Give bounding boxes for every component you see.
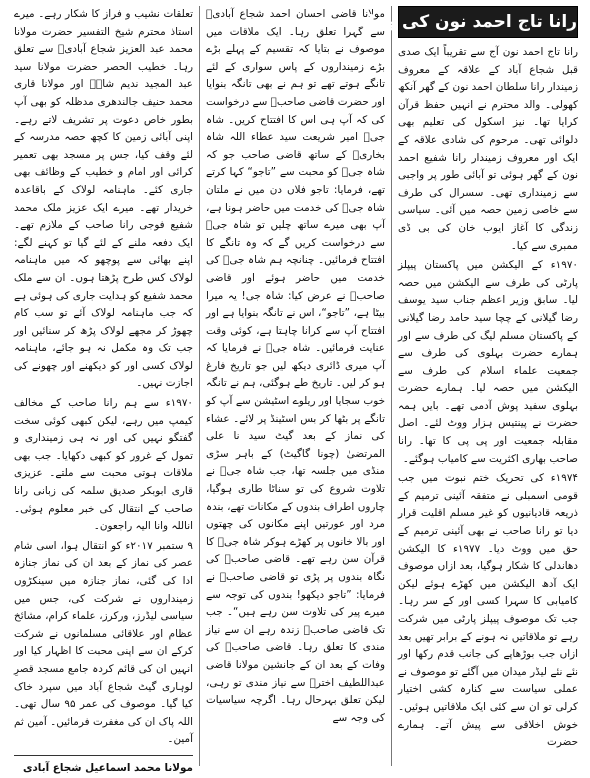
- article-paragraph: ۹ ستمبر ۲۰۱۷ء کو انتقال ہوا، اسی شام عصر کی نماز کے بعد ان کی نماز جنازہ ادا کی گئی، نماز جنازہ میں سینکڑوں زمینداروں نے شرکت کی، جس میں سیاسی لیڈرز، ورکرز، علماء کرام، مشائخ عظام اور علاقائی مسلمانوں نے شرکت کرکے ان سے اپنی محبت کا اظہار کیا اور انہیں ان کی قائم کردہ جامع مسجد قصرِ لوہاری گیٹ شجاع آباد میں سپرد خاک کیا گیا۔ موصوف کی عمر ۹۵ سال تھی۔ اللہ پاک ان کی مغفرت فرمائیں۔ آمین ثم آمین۔: [14, 539, 194, 746]
- article-paragraph: ۱۹۷۰ء کے الیکشن میں پاکستان پیپلز پارٹی کی طرف سے الیکشن میں حصہ لیا۔ سابق وزیر اعظم جناب سید یوسف رضا گیلانی کے چچا سید حامد رضا گیلانی کے پاکستان مسلم لیگ کی طرف سے اور ہمارے حضرت بہلوی کی طرف سے جمعیت علماء اسلام کی طرف سے الیکشن میں حصہ لیا۔ ہمارے حضرت بہلوی سفید پوش آدمی تھے۔ بایں ہمہ حضرت نے پینتیس ہزار ووٹ لئے۔ اصل مقابلہ جمعیت اور پی پی کا تھا۔ رانا صاحب بھاری اکثریت سے کامیاب ہوگئے۔: [398, 259, 578, 465]
- byline-divider: [14, 755, 193, 756]
- article-paragraph: مولانا قاضی احسان احمد شجاع آبادیؒ سے گہرا تعلق رہا۔ ایک ملاقات میں موصوف نے بتایا کہ تقسیم کے پہلے بڑے بڑے زمینداروں کے پاس سواری کے لئے تانگے ہوتے تھے تو ہم نے بھی تانگہ بنوایا اور حضرت قاضی صاحبؒ سے درخواست کی کہ آپ ہی اس کا افتتاح کریں۔ شاہ جیؒ امیر شریعت سید عطاء اللہ شاہ بخاریؒ کے ساتھ قاضی صاحب جو کہ شاہ جیؒ کو محبت سے ”تاجو“ کہا کرتے تھے، فرمایا: تاجو فلاں دن میں نے ملتان شاہ جیؒ کی خدمت میں حاضر ہونا ہے، آپ بھی میرے ساتھ چلیں تو شاہ جیؒ سے درخواست کریں گے کہ وہ تانگے کا افتتاح فرمائیں۔ چنانچہ ہم شاہ جیؒ کی خدمت میں حاضر ہوئے اور قاضی صاحبؒ نے عرض کیا: شاہ جی! یہ میرا بیٹا ہے، ”تاجو“، اس نے تانگہ بنوایا ہے اور افتتاح آپ سے کرانا چاہتا ہے، کوئی وقت عنایت فرمائیں۔ شاہ جیؒ نے فرمایا کہ آپ میری ڈائری دیکھ لیں جو تاریخ فارغ ہو کر لیں۔ تاریخ طے ہوگئی، ہم نے تانگہ خوب سجایا اور ریلوے اسٹیشن سے آپ کو تانگے پر بٹھا کر بس اسٹینڈ پر لائے۔ عشاء کی نماز کے بعد گیٹ سید نا علی المرتضیٰ (چونا گاگیٹ) کے باہر سڑی منڈی میں جلسہ تھا، جب شاہ جیؒ نے تلاوت شروع کی تو سناٹا طاری ہوگیا، چاروں اطراف بندوں کے مکانات تھے، بندہ مرد اور عورتیں اپنے مکانوں کی چھتوں اور بالا خانوں پر کھڑے ہوکر شاہ جیؒ کا قرآن سن رہے تھے۔ قاضی صاحبؒ کی نگاہ بندوں پر پڑی تو قاضی صاحبؒ نے فرمایا: ”تاجو دیکھو! بندوں کی توجہ سے میرے پیر کی تلاوت سن رہے ہیں“۔ جب تک قاضی صاحبؒ زندہ رہے ان سے نیاز مندی کا تعلق رہا۔ قاضی صاحبؒ کی وفات کے بعد ان کے جانشین مولانا قاضی عبداللطیف اخترؒ سے نیاز مندی تو رہی، لیکن تعلق بہرحال رہا۔ اگرچہ سیاسیات کی وجہ سے: [206, 8, 385, 724]
- article-column-1: [350, 6, 584, 766]
- article-paragraph: تعلقات نشیب و فراز کا شکار رہے۔ میرے استاذ محترم شیخ التفسیر حضرت مولانا محمد عبد العزیز شجاع آبادیؒ سے تعلق رہا۔ خطیب الحصر حضرت مولانا سید عبد المجید ندیم شاہؒ اور مولانا قاری محمد حنیف جالندھری مدظلہ کو بھی آپ بطور خاص دعوت پر تشریف لاتے رہے۔ اپنی آبائی زمین کا کچھ حصہ مدرسہ کے لئے وقف کیا، جس پر مسجد بھی تعمیر کرائی اور امام و خطیب کے وظائف بھی جاری کئے۔ ماہنامہ لولاک کے باقاعدہ خریدار تھے۔ میرے ایک عزیز ملک محمد شفیع فوجی رانا صاحب کے ملازم تھے۔ ایک دفعہ ملنے کے لئے گیا تو کہنے لگے: اپنے بھائی سے پوچھو کہ میں ماہنامہ لولاک کس طرح پڑھتا ہوں۔ ان سے ملک محمد شفیع کو ہدایت جاری کی ہوئی ہے کہ جب ماہنامہ لولاک آئے تو سب کام چھوڑ کر مجھے لولاک پڑھ کر سنائیں اور جب تک وہ مکمل نہ ہو جائے، ماہنامہ لولاک کسی اور کو دیکھنے اور چھونے کی اجازت نہیں۔: [14, 8, 193, 390]
- article-paragraph: رانا تاج احمد نون آج سے تقریباً ایک صدی قبل شجاع آباد کے علاقہ کے معروف زمیندار رانا سلطان احمد نون کے گھر آنکھ کھولی۔ والد محترم نے انہیں حفظ قرآن کرایا تھا۔ نیز اسکول کی تعلیم بھی دلوائی تھی۔ مرحوم کی شادی علاقہ کے ایک اور معروف زمیندار رانا شفیع احمد نون کے گھر ہوئی تو آبائی طور پر واجبی سے زمینداری تھی۔ سسرال کی طرف سے خاصی زمین حصہ میں آئی۔ سیاسی زندگی کا آغاز ایوب خان کی بی ڈی ممبری سے کیا۔: [397, 46, 578, 252]
- byline-block: [14, 755, 193, 778]
- article-columns: [6, 6, 584, 774]
- author-byline: مولانا محمد اسماعیل شجاع آبادی: [22, 761, 193, 774]
- article-paragraph: ۱۹۷۴ء کی تحریک ختم نبوت میں جب قومی اسمبلی نے متفقہ آئینی ترمیم کے ذریعہ قادیانیوں کو غیر مسلم اقلیت قرار دیا تو رانا صاحب نے بھی آئینی ترمیم کے حق میں ووٹ دیا۔ ۱۹۷۷ء کا الیکشن دھاندلی کا شکار ہوگیا، بعد ازاں موصوف ایک آدھ الیکشن میں کھڑے ہوئے لیکن کامیابی کا سہرا کسی اور کے سر رہا۔ جب تک موصوف پیپلز پارٹی میں شرکت رہے تو ملاقاتیں نہ ہونے کے برابر تھیں بعد ازاں جب بوڑھاپے کی جانب قدم رکھا اور نئے نئے لیڈر میدان میں آگئے تو موصوف نے عملی سیاست سے کنارہ کشی اختیار کرلی تو ان سے کئی ایک ملاقاتیں ہوئیں۔ خوش اخلاقی سے پیش آتے۔ ہمارے حضرت: [398, 472, 578, 749]
- article-column-2: [200, 6, 392, 766]
- article-title: رانا تاج احمد نون کی وفات: [398, 6, 578, 38]
- article-column-3: [8, 6, 200, 774]
- article-paragraph: ۱۹۷۰ء سے ہم رانا صاحب کے مخالف کیمپ میں رہے، لیکن کبھی کوئی سخت گفتگو نہیں کی اور نہ ہی زمینداری و تمول کے غرور کو کبھی دکھایا۔ جب بھی ملاقات ہوتی محبت سے ملتے۔ عزیزی قاری ابوبکر صدیق سلمہ کی زبانی رانا صاحب کے انتقال کی خبر معلوم ہوئی۔ اناللہ وانا الیہ راجعون۔: [14, 397, 193, 533]
